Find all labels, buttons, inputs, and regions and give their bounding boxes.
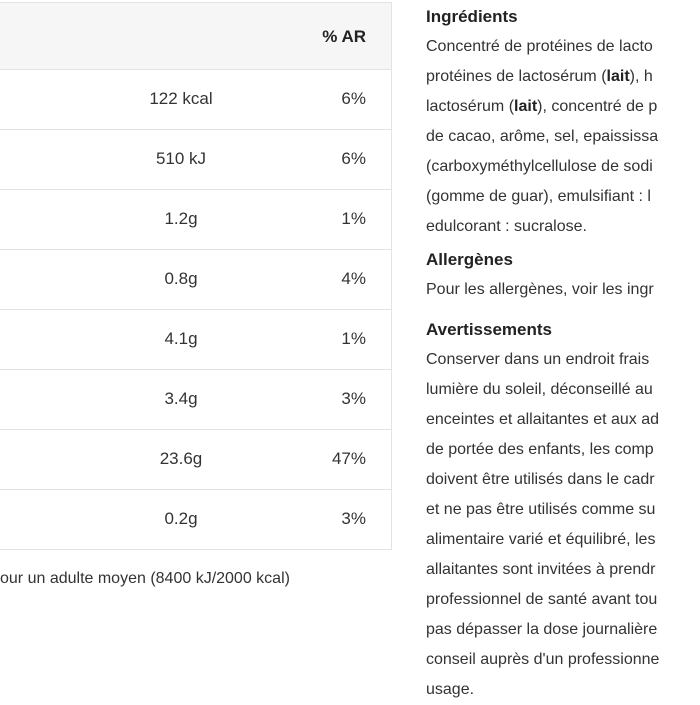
table-row: [0, 370, 391, 430]
ingredients-title: Ingrédients: [426, 7, 518, 26]
nutrient-ar-percent: 4%: [341, 269, 366, 288]
ingredients-line: Concentré de protéines de lacto: [426, 38, 653, 55]
ingredients-line: (carboxyméthylcellulose de sodi: [426, 158, 653, 175]
table-row: [0, 310, 391, 370]
nutrient-value: 0.2g: [164, 509, 198, 528]
ingredients-line: de cacao, arôme, sel, epaississa: [426, 128, 659, 145]
table-row: [0, 190, 391, 250]
table-footnote: our un adulte moyen (8400 kJ/2000 kcal): [0, 570, 290, 587]
table-header: [0, 3, 391, 70]
warnings-line: de portée des enfants, les comp: [426, 441, 654, 458]
warnings-line: usage.: [426, 681, 475, 698]
nutrient-value: 122 kcal: [149, 89, 213, 108]
nutrient-ar-percent: 1%: [341, 329, 366, 348]
table-row: [0, 490, 391, 549]
warnings-line: lumière du soleil, déconseillé au: [426, 381, 653, 398]
warnings-line: professionnel de santé avant tou: [426, 591, 658, 608]
warnings-line: conseil auprès d'un professionne: [426, 651, 660, 668]
nutrient-value: 4.1g: [164, 329, 198, 348]
nutrition-table: [0, 2, 392, 550]
nutrient-value: 510 kJ: [155, 149, 207, 168]
ingredients-line: lactosérum (lait), concentré de p: [426, 98, 658, 115]
nutrient-ar-percent: 3%: [341, 509, 366, 528]
warnings-title: Avertissements: [426, 320, 552, 339]
nutrient-ar-percent: 1%: [341, 209, 366, 228]
warnings-line: doivent être utilisés dans le cadr: [426, 471, 655, 488]
warnings-line: pas dépasser la dose journalière: [426, 621, 658, 638]
ingredients-section: [426, 5, 658, 242]
allergens-section: [426, 248, 654, 305]
nutrient-ar-percent: 3%: [341, 389, 366, 408]
warnings-section: [426, 318, 659, 705]
warnings-line: enceintes et allaitantes et aux ad: [426, 411, 660, 428]
nutrient-value: 3.4g: [164, 389, 198, 408]
allergens-title: Allergènes: [426, 250, 513, 269]
nutrient-value: 1.2g: [164, 209, 198, 228]
ingredients-line: protéines de lactosérum (lait), h: [426, 68, 653, 85]
warnings-line: et ne pas être utilisés comme su: [426, 501, 656, 518]
table-row: [0, 130, 391, 190]
nutrient-value: 0.8g: [164, 269, 198, 288]
ar-column-header: % AR: [322, 27, 366, 46]
table-row: [0, 70, 391, 130]
warnings-line: allaitantes sont invitées à prendr: [426, 561, 656, 578]
nutrient-ar-percent: 47%: [331, 449, 366, 468]
ingredients-line: edulcorant : sucralose.: [426, 218, 587, 235]
warnings-line: alimentaire varié et équilibré, les: [426, 531, 656, 548]
nutrient-ar-percent: 6%: [341, 149, 366, 168]
ingredients-line: (gomme de guar), emulsifiant : l: [426, 188, 651, 205]
table-row: [0, 430, 391, 490]
nutrient-value: 23.6g: [159, 449, 203, 468]
table-row: [0, 250, 391, 310]
allergens-text: Pour les allergènes, voir les ingr: [426, 281, 654, 298]
nutrient-ar-percent: 6%: [341, 89, 366, 108]
warnings-line: Conserver dans un endroit frais: [426, 351, 650, 368]
